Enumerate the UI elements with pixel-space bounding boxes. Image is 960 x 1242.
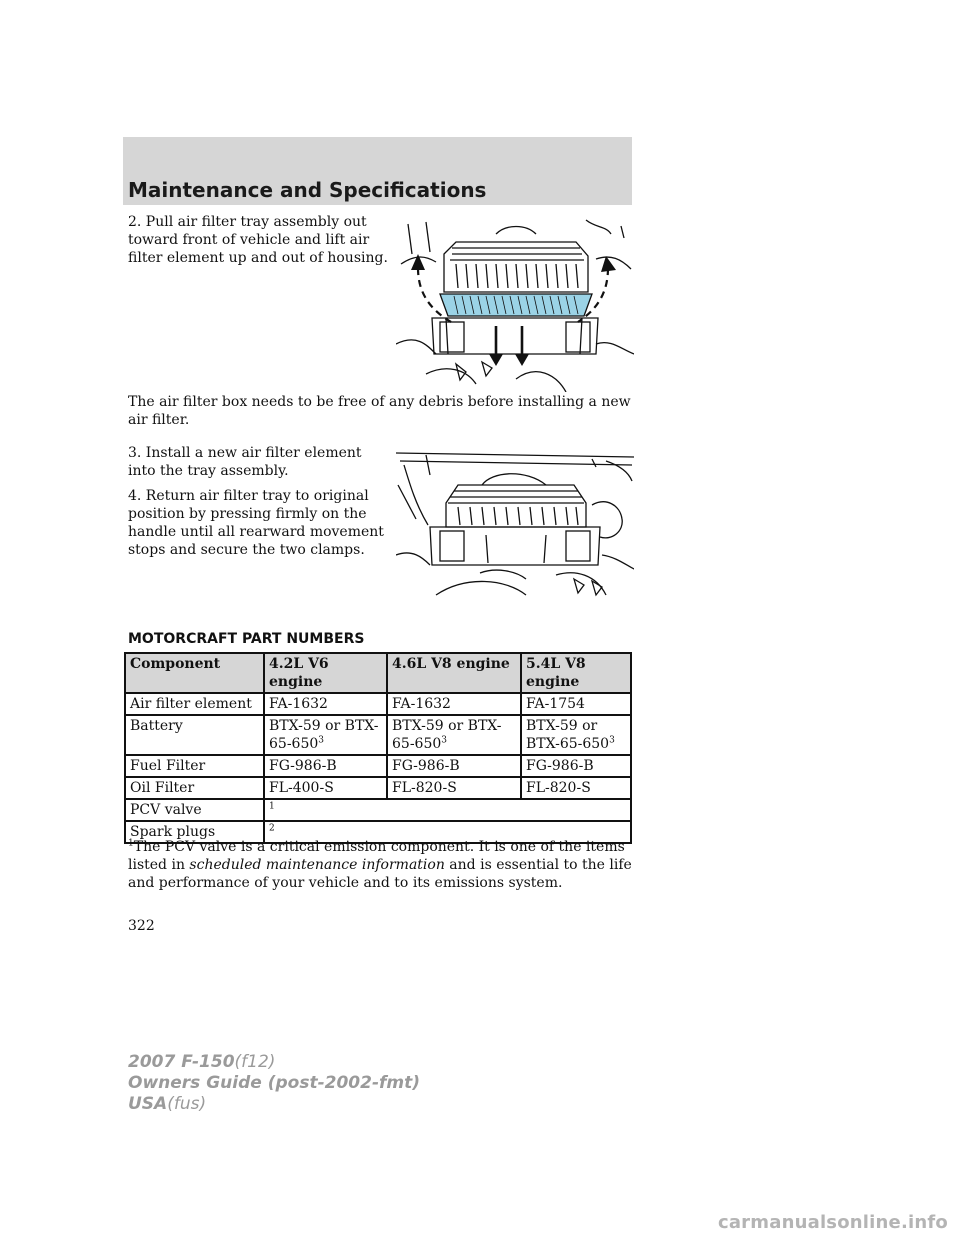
- site-watermark: carmanualsonline.info: [717, 1212, 948, 1233]
- part-number: BTX-59 or BTX-65-650: [392, 718, 502, 752]
- air-filter-installed-illustration: [396, 445, 634, 603]
- parts-section-title: MOTORCRAFT PART NUMBERS: [128, 631, 365, 647]
- column-header: 4.6L V8 engine: [387, 653, 521, 693]
- footer-model: 2007 F-150: [128, 1052, 235, 1072]
- footnote-ref: 2: [269, 823, 275, 834]
- footnote-emphasis: scheduled maintenance information: [189, 857, 445, 873]
- page-number: 322: [128, 918, 155, 934]
- footer-market-code: (fus): [167, 1094, 207, 1114]
- footer-guide: Owners Guide (post-2002-fmt): [128, 1073, 421, 1093]
- part-cell: [387, 715, 521, 755]
- table-row: [125, 693, 631, 715]
- component-cell: Oil Filter: [125, 777, 264, 799]
- debris-note: The air filter box needs to be free of any debris before installing a new air filter.: [128, 394, 631, 428]
- column-header: 5.4L V8 engine: [521, 653, 631, 693]
- air-filter-removal-illustration: [396, 214, 634, 392]
- step-2-text: 2. Pull air filter tray assembly out toward front of vehicle and lift air filter element up and out of housing.: [128, 214, 388, 266]
- part-cell: [521, 715, 631, 755]
- component-cell: PCV valve: [125, 799, 264, 821]
- table-row: [125, 777, 631, 799]
- component-cell: Fuel Filter: [125, 755, 264, 777]
- section-title: Maintenance and Specifications: [128, 178, 487, 202]
- footnote-ref: 1: [269, 801, 275, 812]
- part-cell: FL-820-S: [521, 777, 631, 799]
- component-cell: Air filter element: [125, 693, 264, 715]
- part-cell: FA-1632: [387, 693, 521, 715]
- component-cell: Spark plugs: [125, 821, 264, 843]
- part-cell: FA-1754: [521, 693, 631, 715]
- step-3-text: 3. Install a new air filter element into the tray assembly.: [128, 445, 362, 479]
- footnote-marker: 1: [128, 838, 134, 849]
- footer-market: USA: [128, 1094, 168, 1114]
- part-number: BTX-59 or BTX-65-650: [526, 718, 610, 752]
- footnote-ref: 3: [609, 735, 615, 746]
- part-cell: FG-986-B: [387, 755, 521, 777]
- footer-model-code: (f12): [234, 1052, 276, 1072]
- part-cell: FG-986-B: [264, 755, 387, 777]
- part-cell: FL-820-S: [387, 777, 521, 799]
- part-cell: FG-986-B: [521, 755, 631, 777]
- part-cell: [264, 715, 387, 755]
- document-footer: [128, 1052, 420, 1115]
- column-header: 4.2L V6 engine: [264, 653, 387, 693]
- part-number: BTX-59 or BTX-65-650: [269, 718, 379, 752]
- table-header-row: [125, 653, 631, 693]
- step-4-text: 4. Return air filter tray to original position by pressing firmly on the handle until all rearward movement stops and secure the two clamps.: [128, 488, 384, 558]
- component-cell: Battery: [125, 715, 264, 755]
- merged-note-cell: [264, 799, 631, 821]
- footnote-text: The PCV valve is a critical emission component. It is one of the items listed in: [128, 839, 625, 873]
- table-row: [125, 715, 631, 755]
- footnote-ref: 3: [441, 735, 448, 746]
- column-header: Component: [125, 653, 264, 693]
- footnote-ref: 3: [318, 735, 325, 746]
- part-numbers-table: [124, 652, 632, 844]
- footnote-pcv: [128, 838, 638, 892]
- table-row: [125, 799, 631, 821]
- footnote-text: and is essential to the life and performance of your vehicle and to its emissions system.: [128, 857, 632, 891]
- table-row: [125, 755, 631, 777]
- part-cell: FL-400-S: [264, 777, 387, 799]
- part-cell: FA-1632: [264, 693, 387, 715]
